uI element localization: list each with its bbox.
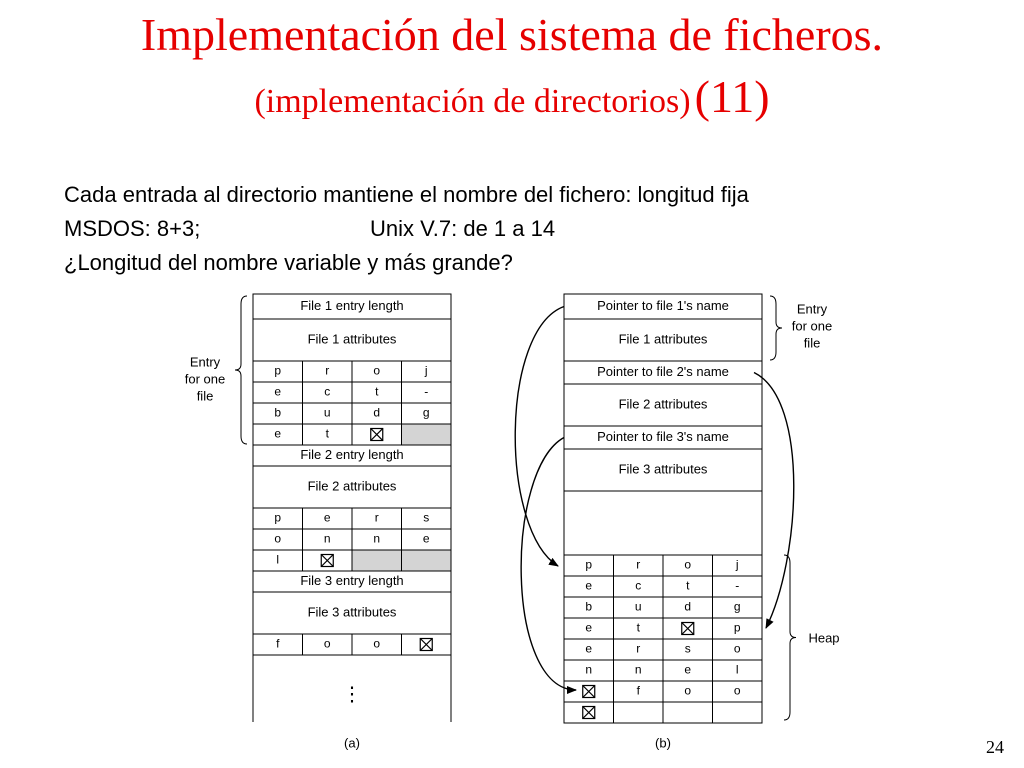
entry-row-label: File 2 entry length xyxy=(300,446,404,462)
name-char: l xyxy=(276,552,280,567)
name-char: r xyxy=(636,641,641,656)
entry-row-label: Pointer to file 3's name xyxy=(597,428,729,444)
entry-row-label: File 1 attributes xyxy=(307,331,397,347)
entry-row-label: Pointer to file 1's name xyxy=(597,297,729,313)
name-row-cell xyxy=(352,550,402,571)
entry-brace-label: Entry xyxy=(796,301,828,317)
name-char: t xyxy=(636,620,640,635)
entry-brace-label: for one xyxy=(184,371,226,387)
name-char: t xyxy=(375,384,379,399)
entry-row-label: File 3 attributes xyxy=(618,461,708,477)
page-number: 24 xyxy=(986,737,1004,757)
name-char: r xyxy=(636,557,641,572)
name-char: e xyxy=(585,620,593,635)
heap-row-cell xyxy=(713,702,763,723)
name-char: p xyxy=(585,557,593,572)
entry-brace xyxy=(235,296,247,444)
name-char: s xyxy=(684,641,691,656)
entry-row-label: File 1 attributes xyxy=(618,331,708,347)
name-char: f xyxy=(276,636,280,651)
name-char: n xyxy=(323,531,331,546)
name-row-cell xyxy=(402,424,452,445)
name-char: j xyxy=(735,557,739,572)
name-char: t xyxy=(325,426,329,441)
slide-title: Implementación del sistema de ficheros. xyxy=(140,9,884,60)
name-char: - xyxy=(424,384,429,399)
name-char: e xyxy=(274,426,282,441)
entry-brace-label: Entry xyxy=(189,354,221,370)
entry-row-label: File 1 entry length xyxy=(300,297,404,313)
msdos-text: MSDOS: 8+3; xyxy=(64,216,201,241)
name-char: r xyxy=(325,363,330,378)
name-char: n xyxy=(373,531,381,546)
body-line-3: ¿Longitud del nombre variable y más grande? xyxy=(64,250,513,275)
heap-brace xyxy=(784,555,796,720)
heap-row-cell xyxy=(663,702,713,723)
name-char: r xyxy=(374,510,379,525)
name-char: c xyxy=(324,384,331,399)
entry-row-label: File 3 attributes xyxy=(307,604,397,620)
name-char: p xyxy=(274,363,282,378)
name-char: e xyxy=(585,578,593,593)
name-char: o xyxy=(323,636,331,651)
name-char: c xyxy=(635,578,642,593)
heap-row-cell xyxy=(614,702,664,723)
entry-row-label: File 2 attributes xyxy=(618,396,708,412)
name-char: b xyxy=(274,405,282,420)
name-char: p xyxy=(274,510,282,525)
name-char: u xyxy=(323,405,331,420)
diagram-a xyxy=(185,294,451,750)
name-char: o xyxy=(274,531,282,546)
ellipsis: ⋮ xyxy=(342,683,362,706)
name-char: f xyxy=(636,683,640,698)
name-char: g xyxy=(733,599,741,614)
name-char: g xyxy=(422,405,430,420)
name-char: e xyxy=(274,384,282,399)
name-char: l xyxy=(735,662,739,677)
name-char: e xyxy=(323,510,331,525)
name-char: e xyxy=(422,531,430,546)
name-char: - xyxy=(735,578,740,593)
name-char: o xyxy=(684,557,692,572)
entry-brace-label: file xyxy=(803,335,821,351)
pointer-arrow-file1 xyxy=(515,307,564,567)
name-row-cell xyxy=(402,550,452,571)
caption-a: (a) xyxy=(344,735,360,751)
name-char: e xyxy=(684,662,692,677)
name-char: o xyxy=(733,641,741,656)
entry-row-label: Pointer to file 2's name xyxy=(597,363,729,379)
name-char: s xyxy=(423,510,430,525)
name-char: u xyxy=(634,599,642,614)
name-char: o xyxy=(733,683,741,698)
subtitle-text: (implementación de directorios) xyxy=(254,83,691,120)
unix-text: Unix V.7: de 1 a 14 xyxy=(370,216,556,241)
name-char: n xyxy=(634,662,642,677)
body-line-1: Cada entrada al directorio mantiene el nombre del fichero: longitud fija xyxy=(64,182,749,207)
name-char: d xyxy=(373,405,381,420)
heap-label: Heap xyxy=(808,630,840,646)
name-char: o xyxy=(684,683,692,698)
name-char: d xyxy=(684,599,692,614)
empty-slot xyxy=(564,491,762,555)
diagram-b xyxy=(515,294,839,750)
caption-b: (b) xyxy=(655,735,671,751)
name-char: j xyxy=(424,363,428,378)
name-char: b xyxy=(585,599,593,614)
name-char: e xyxy=(585,641,593,656)
name-char: p xyxy=(733,620,741,635)
name-char: o xyxy=(373,636,381,651)
entry-row-label: File 3 entry length xyxy=(300,572,404,588)
entry-row-label: File 2 attributes xyxy=(307,478,397,494)
entry-brace xyxy=(770,296,782,360)
subtitle-number: (11) xyxy=(694,71,770,122)
name-char: o xyxy=(373,363,381,378)
entry-brace-label: for one xyxy=(791,318,833,334)
name-char: n xyxy=(585,662,593,677)
entry-brace-label: file xyxy=(196,388,214,404)
name-char: t xyxy=(686,578,690,593)
